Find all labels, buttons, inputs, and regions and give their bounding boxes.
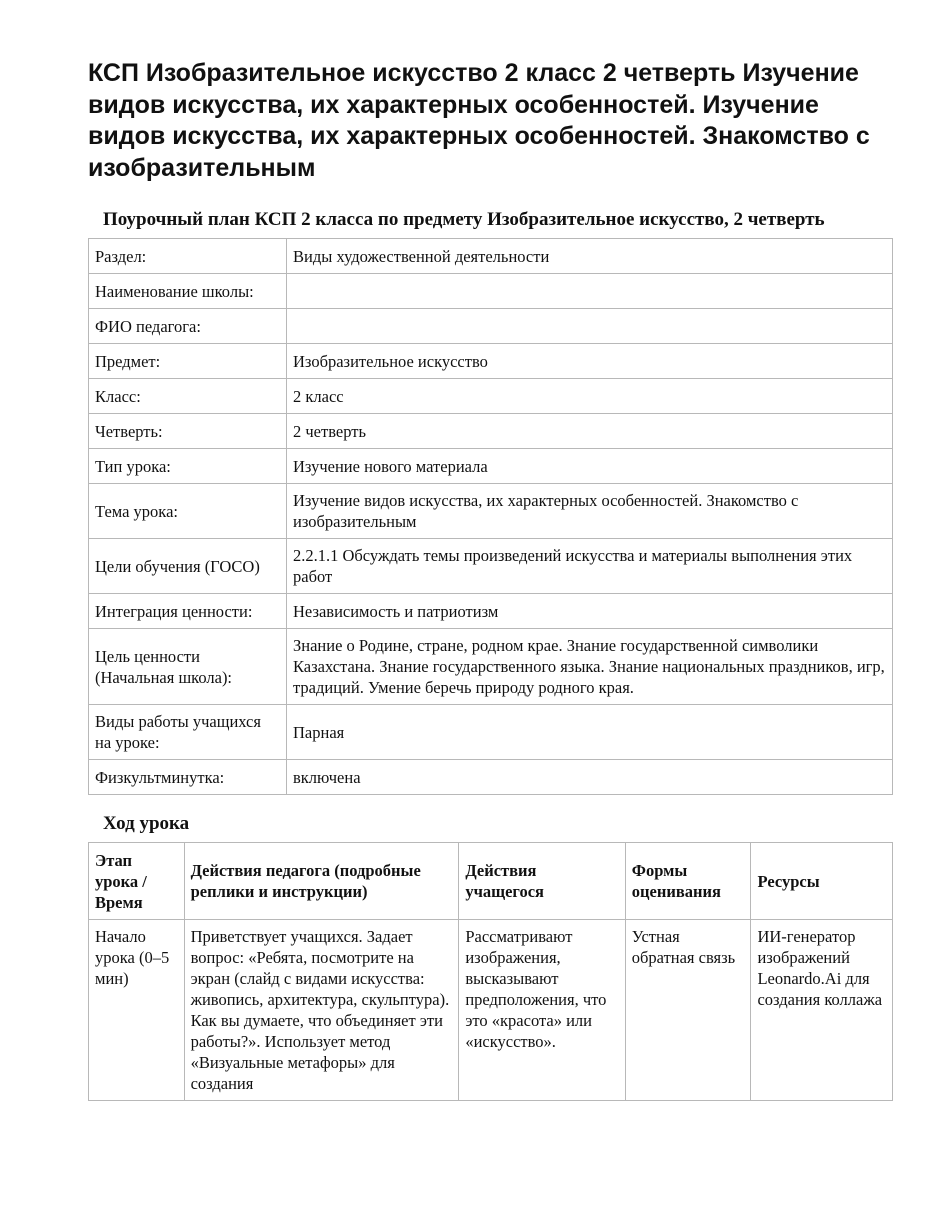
info-row	[89, 449, 893, 484]
info-value: Виды художественной деятельности	[287, 239, 893, 274]
col-student-actions: Действия учащегося	[459, 843, 625, 920]
info-row	[89, 239, 893, 274]
info-row	[89, 629, 893, 705]
info-label: Тема урока:	[89, 484, 287, 539]
info-value: 2 класс	[287, 379, 893, 414]
info-row	[89, 344, 893, 379]
info-label: Четверть:	[89, 414, 287, 449]
info-label: Тип урока:	[89, 449, 287, 484]
info-label: Интеграция ценности:	[89, 594, 287, 629]
info-label: Предмет:	[89, 344, 287, 379]
info-value: включена	[287, 760, 893, 795]
stage-cell: Начало урока (0–5 мин)	[89, 920, 185, 1101]
info-row	[89, 274, 893, 309]
info-row	[89, 379, 893, 414]
info-label: Класс:	[89, 379, 287, 414]
info-row	[89, 594, 893, 629]
col-assessment: Формы оценивания	[625, 843, 751, 920]
info-row	[89, 484, 893, 539]
info-value: Изучение видов искусства, их характерных особенностей. Знакомство с изобразительным	[287, 484, 893, 539]
info-label: Наименование школы:	[89, 274, 287, 309]
info-value: Изучение нового материала	[287, 449, 893, 484]
info-label: Виды работы учащихся на уроке:	[89, 705, 287, 760]
col-teacher-actions: Действия педагога (подробные реплики и инструкции)	[184, 843, 459, 920]
info-value	[287, 274, 893, 309]
info-row	[89, 414, 893, 449]
info-value: 2 четверть	[287, 414, 893, 449]
info-label: Раздел:	[89, 239, 287, 274]
col-stage: Этап урока / Время	[89, 843, 185, 920]
lesson-flow-heading: Ход урока	[103, 813, 190, 834]
document-title: КСП Изобразительное искусство 2 класс 2 четверть Изучение видов искусства, их характерных особенностей. Изучение видов искусства, их характерных особенностей. Знакомство с изобразительным	[88, 59, 870, 182]
lesson-info-table	[88, 238, 893, 795]
assessment-cell: Устная обратная связь	[625, 920, 751, 1101]
teacher-actions-cell: Приветствует учащихся. Задает вопрос: «Ребята, посмотрите на экран (слайд с видами искусства: живопись, архитектура, скульптура). Как вы думаете, что объединяет эти работы?». Использует метод «Визуальные метафоры» для создания	[184, 920, 459, 1101]
info-value: Независимость и патриотизм	[287, 594, 893, 629]
info-row	[89, 760, 893, 795]
plan-heading: Поурочный план КСП 2 класса по предмету Изобразительное искусство, 2 четверть	[103, 209, 825, 230]
document-page	[88, 58, 893, 1101]
info-row	[89, 539, 893, 594]
info-row	[89, 705, 893, 760]
info-value: Изобразительное искусство	[287, 344, 893, 379]
info-value: 2.2.1.1 Обсуждать темы произведений искусства и материалы выполнения этих работ	[287, 539, 893, 594]
info-value	[287, 309, 893, 344]
lesson-flow-table	[88, 842, 893, 1101]
student-actions-cell: Рассматривают изображения, высказывают предположения, что это «красота» или «искусство».	[459, 920, 625, 1101]
info-value: Парная	[287, 705, 893, 760]
col-resources: Ресурсы	[751, 843, 893, 920]
info-value: Знание о Родине, стране, родном крае. Знание государственной символики Казахстана. Знание государственного языка. Знание национальных праздников, игр, традиций. Умение беречь природу родного края.	[287, 629, 893, 705]
resources-cell: ИИ-генератор изображений Leonardo.Ai для создания коллажа	[751, 920, 893, 1101]
info-label: ФИО педагога:	[89, 309, 287, 344]
info-row	[89, 309, 893, 344]
lesson-row	[89, 920, 893, 1101]
info-label: Цели обучения (ГОСО)	[89, 539, 287, 594]
info-label: Цель ценности (Начальная школа):	[89, 629, 287, 705]
info-label: Физкультминутка:	[89, 760, 287, 795]
lesson-header-row	[89, 843, 893, 920]
